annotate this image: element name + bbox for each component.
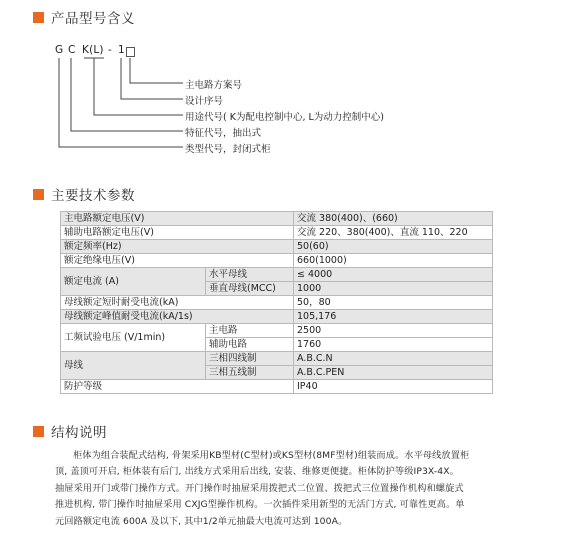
table-row xyxy=(61,268,493,282)
param-sublabel: 垂直母线(MCC) xyxy=(206,282,294,296)
description-line: 顶, 盖顶可开启, 柜体装有后门, 出线方式采用后出线, 安装、维修更便捷。柜体防护等级IP3X-4X。 xyxy=(55,466,459,478)
table-row xyxy=(61,254,493,268)
section-title: 产品型号含义 xyxy=(51,11,135,27)
table-row xyxy=(61,352,493,366)
param-label: 母线额定峰值耐受电流(kA/1s) xyxy=(61,310,294,324)
table-row xyxy=(61,226,493,240)
code-letter-g: G xyxy=(55,44,64,56)
param-value: 50，80 xyxy=(294,296,493,310)
param-value: 1000 xyxy=(294,282,493,296)
description-line: 柜体为组合装配式结构, 骨架采用KB型材(C型材)或KS型材(8MF型材)组装而成。水平母线放置柜 xyxy=(73,450,470,461)
param-value: 交流 380(400)、(660) xyxy=(294,212,493,226)
param-value: 交流 220、380(400)、直流 110、220 xyxy=(294,226,493,240)
legend-item: 设计序号 xyxy=(185,96,224,107)
param-value: 1760 xyxy=(294,338,493,352)
table-row xyxy=(61,240,493,254)
param-sublabel: 三相四线制 xyxy=(206,352,294,366)
param-label: 防护等级 xyxy=(61,380,294,394)
tech-params-table xyxy=(60,211,493,394)
param-value: A.B.C.PEN xyxy=(294,366,493,380)
param-label: 主电路额定电压(V) xyxy=(61,212,294,226)
description-line: 元回路额定电流 600A 及以下, 其中1/2单元抽最大电流可达到 100A。 xyxy=(55,515,348,527)
param-label: 母线额定短时耐受电流(kA) xyxy=(61,296,294,310)
param-label: 额定绝缘电压(V) xyxy=(61,254,294,268)
param-sublabel: 主电路 xyxy=(206,324,294,338)
legend-item: 特征代号，抽出式 xyxy=(185,128,262,139)
code-bracket-lines xyxy=(0,0,572,200)
code-letter-kl: K(L) xyxy=(82,44,104,56)
param-value: 2500 xyxy=(294,324,493,338)
code-letter-c: C xyxy=(68,44,76,56)
table-row xyxy=(61,310,493,324)
table-row xyxy=(61,212,493,226)
description-line: 推进机构, 带门操作时抽屉采用 CXJG型操作机构。一次插件采用新型的无活门方式, 可靠性更高。单 xyxy=(55,499,465,511)
param-label: 额定电流 (A) xyxy=(61,268,206,296)
param-sublabel: 水平母线 xyxy=(206,268,294,282)
section-title: 结构说明 xyxy=(51,425,107,441)
param-label: 工频试验电压 (V/1min) xyxy=(61,324,206,352)
legend-item: 用途代号( K为配电控制中心, L为动力控制中心) xyxy=(185,112,384,123)
param-value: IP40 xyxy=(294,380,493,394)
tech-params-heading xyxy=(33,186,135,202)
param-value: 50(60) xyxy=(294,240,493,254)
code-dash: - xyxy=(108,44,112,56)
legend-item: 类型代号，封闭式柜 xyxy=(185,144,271,155)
table-row xyxy=(61,380,493,394)
param-sublabel: 辅助电路 xyxy=(206,338,294,352)
table-row xyxy=(61,324,493,338)
param-value: 660(1000) xyxy=(294,254,493,268)
param-label: 辅助电路额定电压(V) xyxy=(61,226,294,240)
orange-square-icon xyxy=(33,189,44,200)
legend-item: 主电路方案号 xyxy=(185,80,243,91)
structure-description xyxy=(55,448,515,530)
section-title: 主要技术参数 xyxy=(51,188,135,204)
param-value: ≤ 4000 xyxy=(294,268,493,282)
param-sublabel: 三相五线制 xyxy=(206,366,294,380)
param-label: 额定频率(Hz) xyxy=(61,240,294,254)
table-row xyxy=(61,296,493,310)
code-digit-one: 1 xyxy=(118,44,125,56)
param-label: 母线 xyxy=(61,352,206,380)
param-value: A.B.C.N xyxy=(294,352,493,366)
structure-heading xyxy=(33,423,107,439)
param-value: 105,176 xyxy=(294,310,493,324)
description-line: 抽屉采用开门或带门操作方式。开门操作时抽屉采用拨把式二位置、拨把式三位置操作机构和螺旋式 xyxy=(55,482,464,494)
orange-square-icon xyxy=(33,426,44,437)
